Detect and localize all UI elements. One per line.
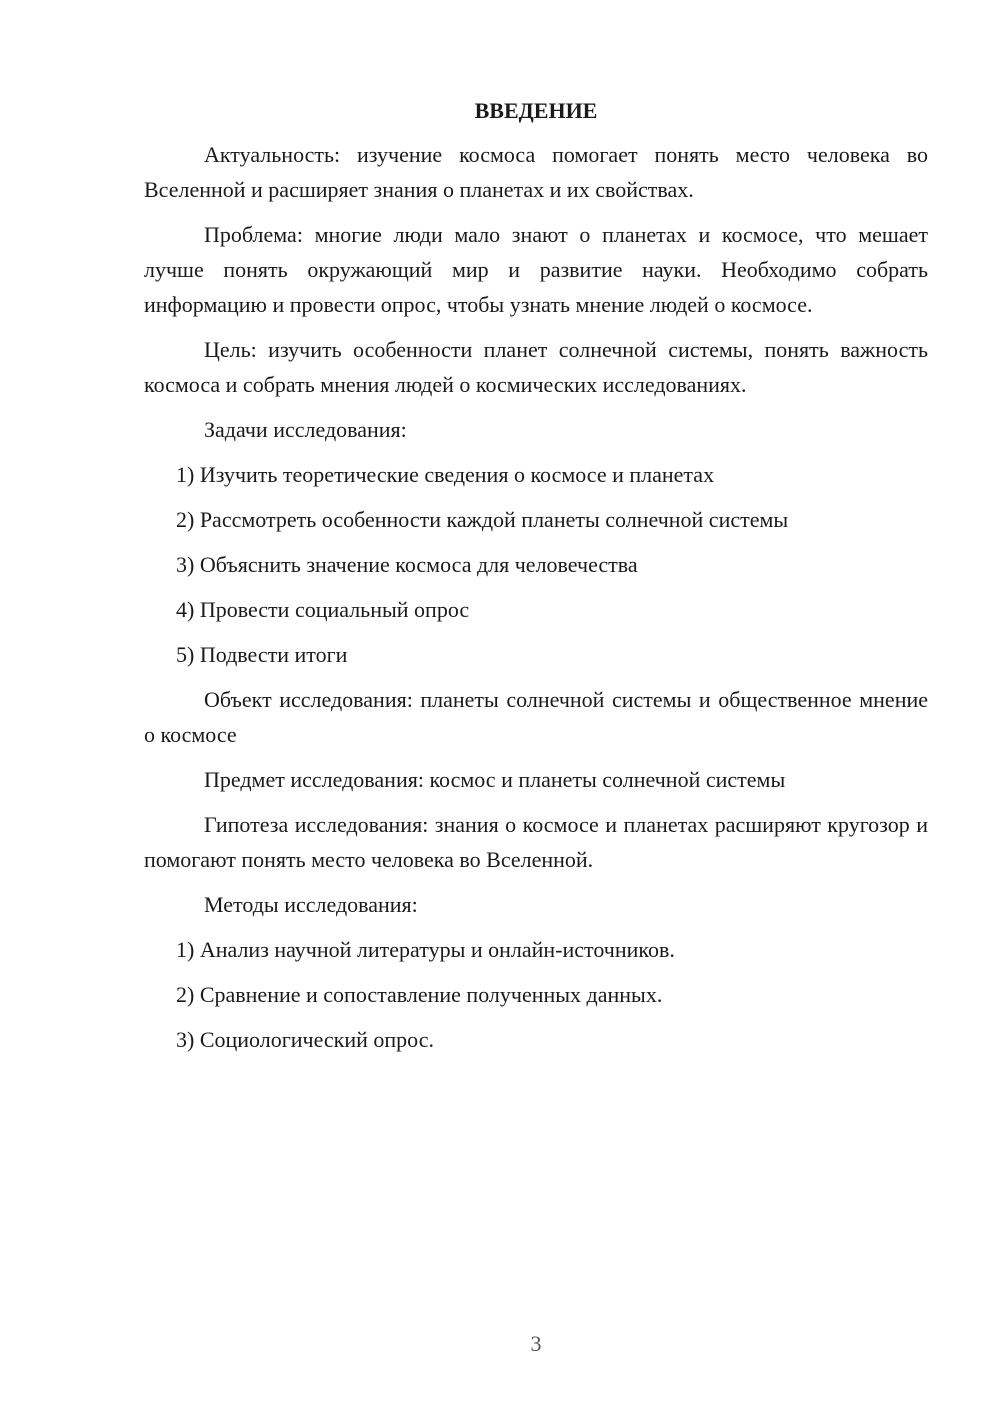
problem-paragraph: Проблема: многие люди мало знают о планетах и космосе, что мешает лучше понять окружающий мир и развитие науки. Необходимо собрать информацию и провести опрос, чтобы узнать мнение людей о космосе.: [144, 222, 928, 317]
relevance-paragraph: Актуальность: изучение космоса помогает понять место человека во Вселенной и расширяет знания о планетах и их свойствах.: [144, 142, 928, 202]
list-item: 5) Подвести итоги: [176, 642, 348, 667]
section-title: ВВЕДЕНИЕ: [474, 98, 598, 123]
tasks-list: [144, 457, 928, 672]
object-paragraph: Объект исследования: планеты солнечной системы и общественное мнение о космосе: [144, 687, 928, 747]
list-item: 4) Провести социальный опрос: [176, 597, 470, 622]
goal-paragraph: Цель: изучить особенности планет солнечной системы, понять важность космоса и собрать мнения людей о космических исследованиях.: [144, 337, 928, 397]
list-item: 1) Анализ научной литературы и онлайн-источников.: [176, 937, 675, 962]
document-page: [144, 95, 928, 1067]
list-item: 2) Сравнение и сопоставление полученных данных.: [176, 982, 663, 1007]
tasks-heading: Задачи исследования:: [204, 417, 407, 442]
list-item: 3) Социологический опрос.: [176, 1027, 434, 1052]
hypothesis-paragraph: Гипотеза исследования: знания о космосе и планетах расширяют кругозор и помогают понять место человека во Вселенной.: [144, 812, 928, 872]
subject-paragraph: Предмет исследования: космос и планеты солнечной системы: [204, 767, 786, 792]
methods-heading: Методы исследования:: [204, 892, 418, 917]
list-item: 3) Объяснить значение космоса для человечества: [176, 552, 638, 577]
list-item: 2) Рассмотреть особенности каждой планеты солнечной системы: [176, 507, 789, 532]
methods-list: [144, 932, 928, 1057]
page-number: 3: [530, 1331, 542, 1356]
list-item: 1) Изучить теоретические сведения о космосе и планетах: [176, 462, 715, 487]
